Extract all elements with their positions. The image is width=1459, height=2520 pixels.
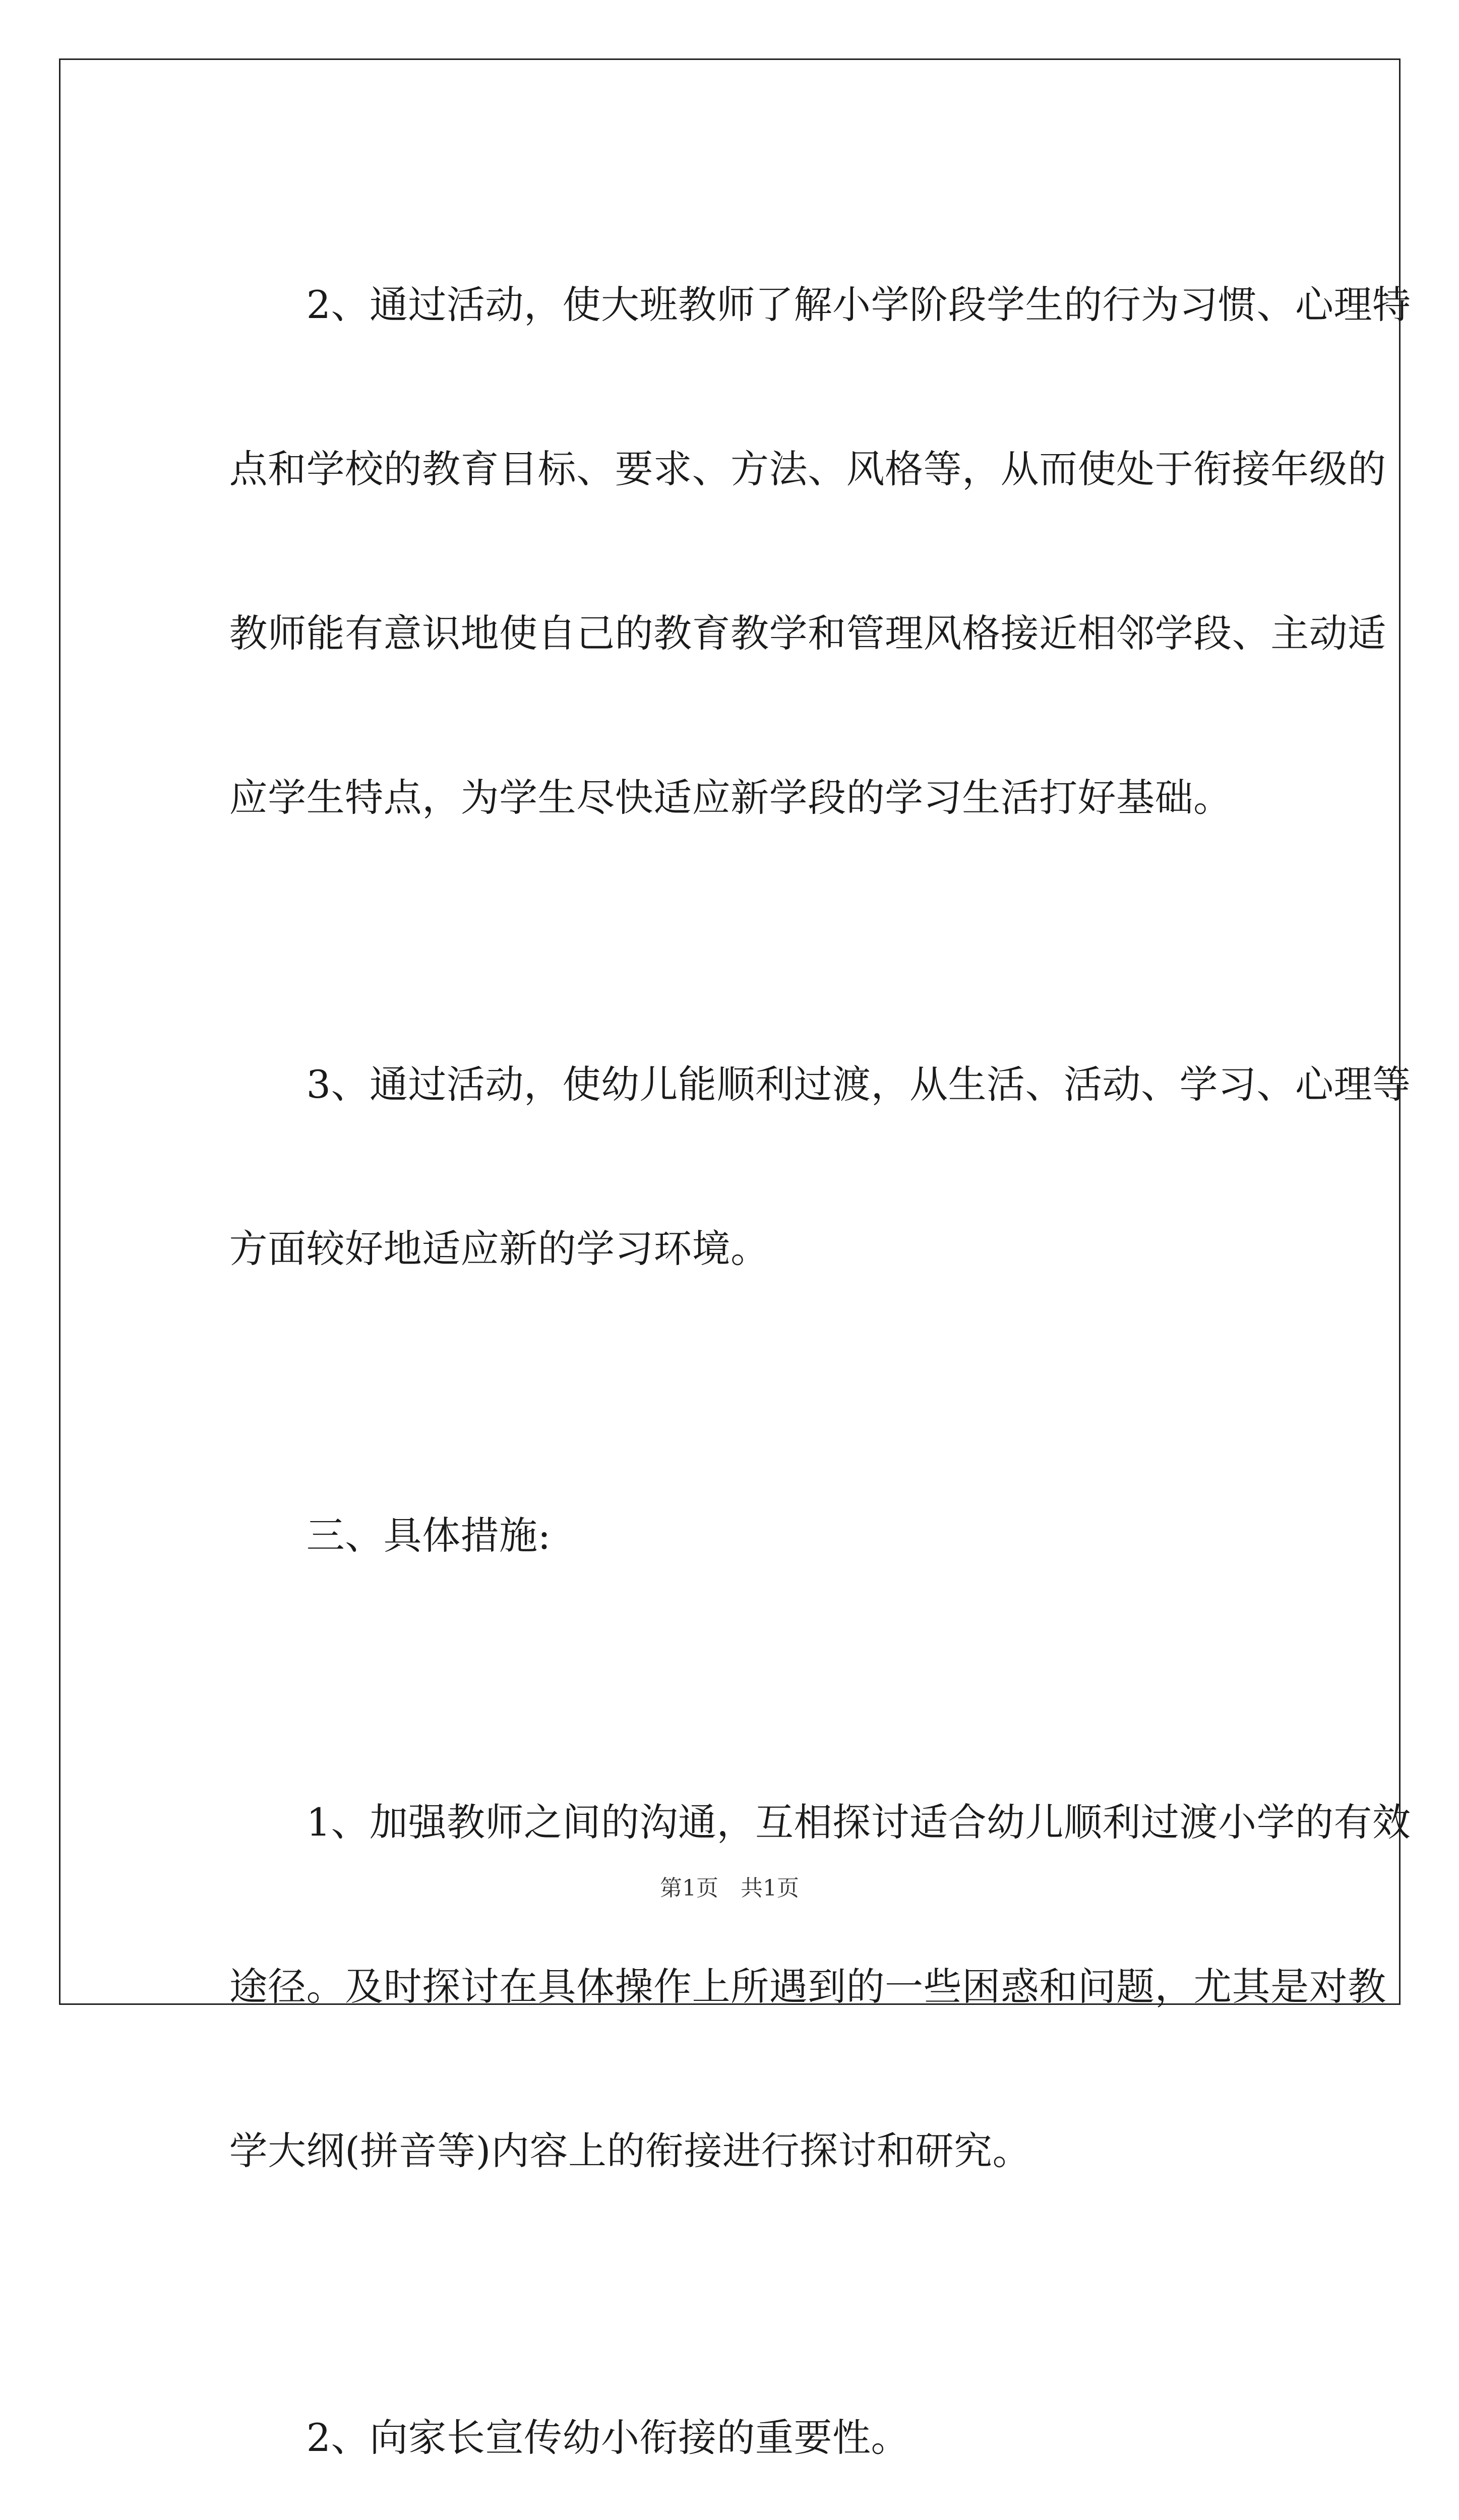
text-line: 应学生特点，为学生尽快适应新学段的学习生活打好基础。 bbox=[229, 775, 1232, 820]
paragraph bbox=[179, 1699, 1411, 2274]
text-line: 教师能有意识地使自己的教育教学和管理风格接近相邻学段、主动适 bbox=[229, 611, 1386, 656]
text-line: 2、通过活动，使大班教师了解小学阶段学生的行为习惯、心理特 bbox=[229, 282, 1411, 327]
text-line: 三、具体措施: bbox=[229, 1513, 551, 1558]
text-line: 点和学校的教育目标、要求、方法、风格等，从而使处于衔接年级的 bbox=[229, 447, 1386, 491]
document-body bbox=[179, 181, 1411, 2520]
text-line: 2、向家长宣传幼小衔接的重要性。 bbox=[229, 2415, 909, 2460]
text-line: 方面较好地适应新的学习环境。 bbox=[229, 1226, 769, 1271]
text-line: 学大纲(拼音等)内容上的衔接进行探讨和研究。 bbox=[229, 2128, 1031, 2173]
paragraph bbox=[179, 961, 1411, 1372]
page-number-footer: 第1页 共1页 bbox=[660, 1875, 799, 1901]
text-line: 1、加强教师之间的沟通，互相探讨适合幼儿顺利过渡小学的有效 bbox=[229, 1800, 1411, 1845]
text-line: 3、通过活动，使幼儿能顺利过渡，从生活、活动、学习、心理等 bbox=[229, 1062, 1411, 1107]
paragraph bbox=[179, 2314, 1289, 2520]
text-line: 途径。及时探讨在具体操作上所遇到的一些困惑和问题，尤其是对教 bbox=[229, 1964, 1386, 2009]
section-heading bbox=[179, 1412, 1289, 1659]
paragraph bbox=[179, 181, 1411, 921]
